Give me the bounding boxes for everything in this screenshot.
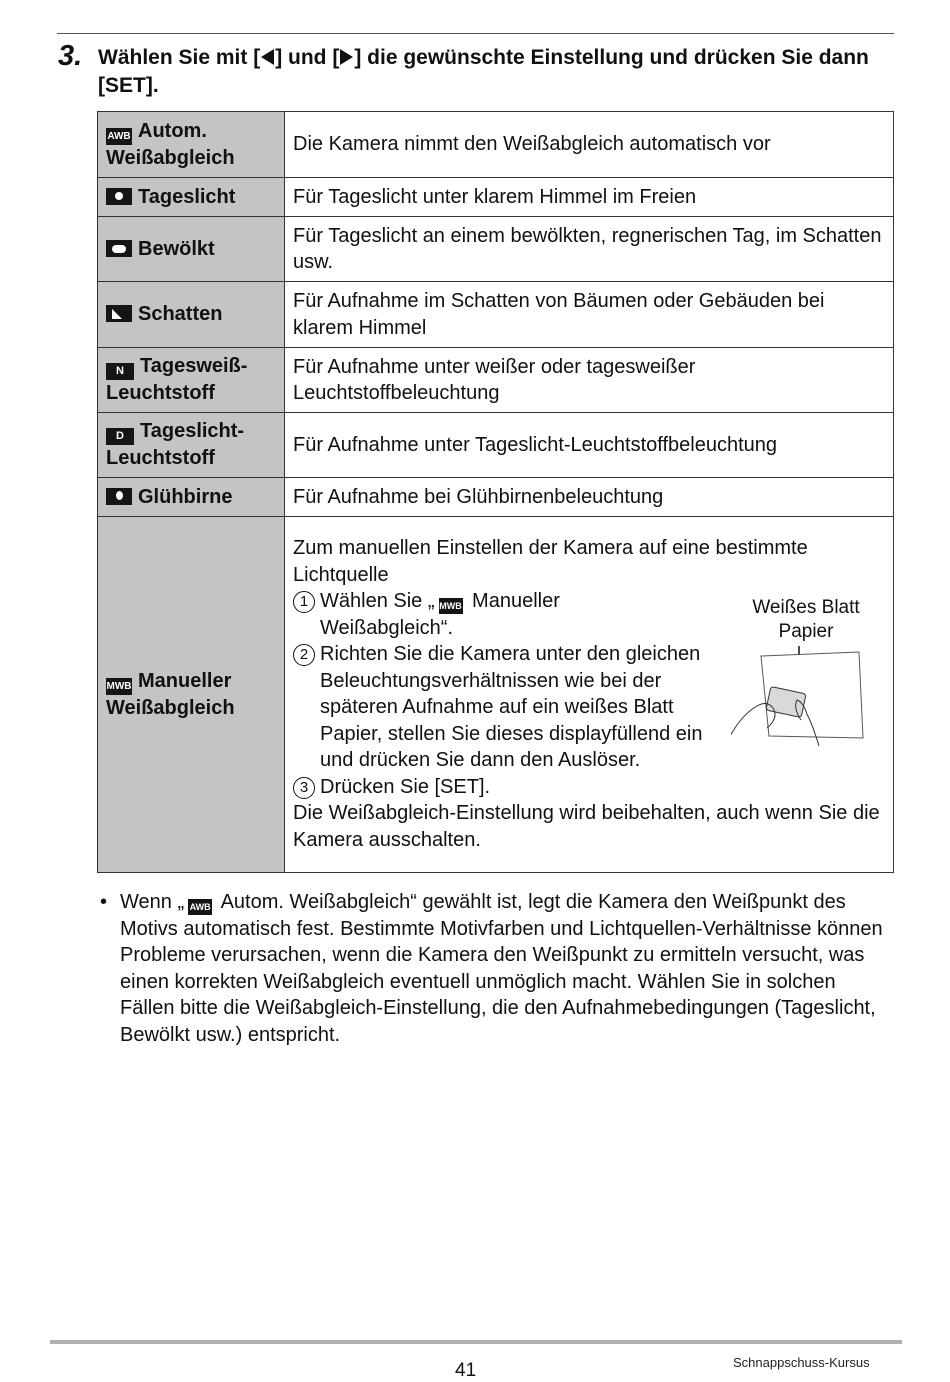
manual-step-2	[293, 641, 710, 774]
fluorescent-n-icon: N	[106, 363, 134, 380]
table-row	[98, 413, 894, 478]
step-circle-1: 1	[293, 591, 315, 613]
label-text: Autom. Weißabgleich	[106, 119, 235, 169]
table-row	[98, 282, 894, 348]
right-arrow-icon	[340, 49, 353, 65]
manual-intro: Zum manuellen Einstellen der Kamera auf eine bestimmte Lichtquelle	[293, 537, 808, 586]
mwb-icon: MWB	[106, 678, 132, 695]
row-label-shade	[98, 282, 285, 348]
step-number: 3.	[58, 40, 83, 72]
note-paragraph	[100, 889, 894, 1048]
manual-step-1	[293, 588, 610, 641]
row-desc: Für Aufnahme unter weißer oder tagesweißer Leuchtstoffbeleuchtung	[285, 348, 894, 413]
row-desc: Für Tageslicht an einem bewölkten, regnerischen Tag, im Schatten usw.	[285, 217, 894, 282]
step-circle-2: 2	[293, 644, 315, 666]
row-label-cloudy	[98, 217, 285, 282]
label-text: Tagesweiß-Leuchtstoff	[106, 355, 248, 405]
row-label-daylight-fluorescent	[98, 413, 285, 478]
awb-icon: AWB	[188, 899, 212, 915]
page-number: 41	[455, 1360, 477, 1381]
table-row	[98, 217, 894, 282]
step-text-part: Wählen Sie mit [	[98, 46, 261, 69]
step-text-part: ] und [	[275, 46, 340, 69]
row-label-auto	[98, 112, 285, 178]
row-desc: Für Aufnahme bei Glühbirnenbeleuchtung	[285, 478, 894, 517]
fluorescent-d-icon: D	[106, 428, 134, 445]
step-text: Manueller Weißabgleich“.	[320, 590, 560, 639]
white-paper-illustration	[731, 596, 881, 766]
bulb-icon	[106, 488, 132, 505]
row-desc: Für Aufnahme im Schatten von Bäumen oder Gebäuden bei klarem Himmel	[285, 282, 894, 348]
left-arrow-icon	[261, 49, 274, 65]
step-text	[98, 44, 893, 100]
label-text: Tageslicht-Leuchtstoff	[106, 420, 245, 470]
note-text-part: Autom. Weißabgleich“ gewählt ist, legt die Kamera den Weißpunkt des Motivs automatisch fest. Bestimmte Motivfarben und Lichtquellen-Verhältnisse können Probleme verursachen, wenn die Kamera den Weißpunkt zu ermitteln versucht, was einen korrekten Weißabgleich eventuell unmöglich macht. Wählen Sie in solchen Fällen bitte die Weißabgleich-Einstellung, die den Aufnahmebedingungen (Tageslicht, Bewölkt usw.) entspricht.	[120, 891, 883, 1046]
step-text-part: ] die gewünschte Einstellung und drücken Sie dann [SET].	[98, 46, 869, 97]
bullet: •	[100, 891, 108, 913]
row-desc-manual	[285, 517, 894, 873]
row-desc: Für Aufnahme unter Tageslicht-Leuchtstoffbeleuchtung	[285, 413, 894, 478]
step-circle-3: 3	[293, 777, 315, 799]
table-row	[98, 478, 894, 517]
paper-camera-drawing	[731, 596, 881, 766]
label-text: Bewölkt	[138, 237, 215, 260]
step-text: Drücken Sie [SET].	[320, 775, 491, 798]
white-balance-table	[97, 111, 894, 873]
section-name: Schnappschuss-Kursus	[733, 1355, 870, 1370]
manual-instructions	[293, 530, 885, 859]
row-label-daylight	[98, 178, 285, 217]
note-text	[120, 889, 894, 1048]
manual-step-3	[293, 774, 885, 801]
row-label-manual	[98, 517, 285, 873]
step-text: Richten Sie die Kamera unter den gleichen Beleuchtungsverhältnissen wie bei der späteren Aufnahme auf ein weißes Blatt Papier, stellen Sie dieses displayfüllend ein und drücken Sie dann den Auslöser.	[320, 643, 703, 771]
row-desc: Die Kamera nimmt den Weißabgleich automatisch vor	[285, 112, 894, 178]
row-label-tungsten	[98, 478, 285, 517]
row-label-day-white-fluorescent	[98, 348, 285, 413]
note-text-part: Wenn „	[120, 891, 185, 913]
label-text: Glühbirne	[138, 485, 233, 508]
mwb-icon: MWB	[439, 598, 463, 614]
label-text: Tageslicht	[138, 185, 236, 208]
row-desc: Für Tageslicht unter klarem Himmel im Freien	[285, 178, 894, 217]
table-row	[98, 348, 894, 413]
table-row	[98, 112, 894, 178]
top-rule	[57, 33, 894, 34]
step-text: Wählen Sie „	[320, 590, 435, 612]
table-row	[98, 178, 894, 217]
label-text: Manueller Weißabgleich	[106, 669, 235, 719]
sun-icon	[106, 188, 132, 205]
figure-caption: Weißes Blatt Papier	[752, 597, 860, 642]
awb-icon: AWB	[106, 128, 132, 145]
footer-rule	[50, 1340, 902, 1344]
table-row	[98, 517, 894, 873]
label-text: Schatten	[138, 303, 223, 326]
cloud-icon	[106, 240, 132, 257]
shade-icon	[106, 305, 132, 322]
manual-outro: Die Weißabgleich-Einstellung wird beibehalten, auch wenn Sie die Kamera ausschalten.	[293, 802, 880, 851]
